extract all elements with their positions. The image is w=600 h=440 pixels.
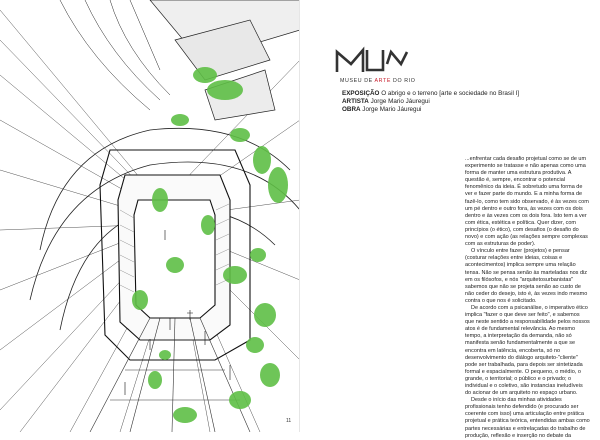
credit-work-value: Jorge Mario Jáuregui xyxy=(362,106,422,114)
credits-block xyxy=(342,90,597,115)
credit-artist xyxy=(342,98,597,106)
credit-exhibition-label: EXPOSIÇÃO xyxy=(342,90,380,97)
body-paragraph-1: ...enfrentar cada desafio projetual como se de um experimento se tratasse e não apenas como uma forma de manter uma estrutura produtiva. A questão é, sempre, encontrar o potencial fenomênico da ideia. É sobretudo uma forma de ver e fazer parte do mundo. E a minha forma de fazê-lo, como tem sido observado, é às vezes com um pé dentro e outro fora, às vezes com os dois dentro e às vezes com os dois fora. Isto tem a ver com ética, estética e política. Quer dizer, com princípios (o ético), com desafios (o desafio do novo) e com ação (as relações sempre complexas com as estruturas de poder). xyxy=(465,156,589,248)
left-page-sketch xyxy=(0,0,300,432)
body-paragraph-3: De acordo com a psicanálise, o imperativo ético implica "fazer o que deve ser feito", e sabemos que neste sentido a responsabilidade pelos nossos atos é de fundamental relevância. Ao mesmo tempo, a interpretação da demanda, não só manifesta senão fundamentalmente a que se encontra em latência, encoberta, só no desenvolvimento do diálogo arquiteto-"cliente" pode ser trabalhada, para depois ser sintetizada formal e espacialmente. O pequeno, o médio, o grande, o territorial; o público e o privado; o individual e o coletivo, são instancias ineludíveis do acionar de um arquiteto no espaço urbano. xyxy=(465,304,590,397)
museum-name xyxy=(340,78,416,84)
credit-artist-label: ARTISTA xyxy=(342,98,369,106)
credit-work-label: OBRA xyxy=(342,106,361,114)
museum-name-prefix: MUSEU DE xyxy=(340,78,375,84)
museum-name-accent: ARTE xyxy=(374,78,391,84)
credit-artist-value: Jorge Mario Jáuregui xyxy=(370,98,430,106)
body-paragraph-2: O vínculo entre fazer (projetos) e pensar (costurar relações entre ideias, coisas e acontecimentos) implica sempre uma relação tensa. Não se pensa senão às marteladas nos diz em os filósofos, e nós "arquitetosurbanistas" sabemos que não se projeta senão ao custo de não ceder do desejo, isto é, às vezes indo mesmo contra o que nos é solicitado. xyxy=(465,248,588,304)
credit-exhibition xyxy=(342,90,597,98)
credit-work xyxy=(342,106,597,114)
right-page xyxy=(300,0,600,439)
architectural-sketch xyxy=(0,0,300,432)
credit-exhibition-value: O abrigo e o terreno [arte e sociedade no Brasil I] xyxy=(381,90,520,97)
body-text xyxy=(465,156,590,440)
body-paragraph-4: Desde o início das minhas atividades profissionais tenho defendido (e procurado ser coerente com isso) uma articulação entre prática projetual e prática teórica, entendidas ambas como partes necessárias e entrelaçadas do trabalho de produção, reflexão e inserção no debate da xyxy=(465,397,590,439)
page-number: 11 xyxy=(286,418,292,424)
museum-name-suffix: DO RIO xyxy=(390,78,416,84)
